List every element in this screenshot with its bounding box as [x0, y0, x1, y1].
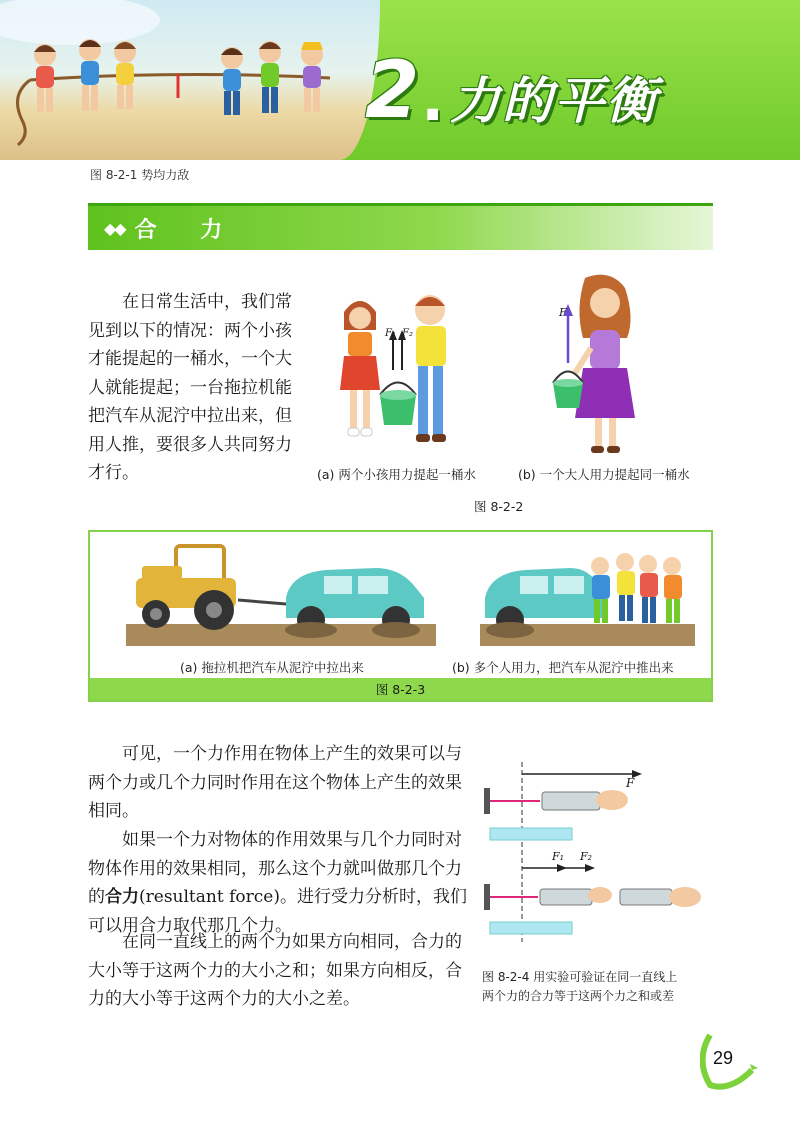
- chapter-title-text: 力的平衡: [450, 72, 659, 130]
- tug-of-war-drawing: [0, 0, 380, 160]
- chapter-number: 2: [365, 46, 420, 136]
- section-title: 合 力: [134, 217, 241, 243]
- figure-823a-caption: (a) 拖拉机把汽车从泥泞中拉出来: [180, 660, 364, 675]
- label-f-top: F: [626, 776, 635, 790]
- diamond-icon: ◆◆: [104, 218, 125, 238]
- two-kids-bucket-drawing: [330, 270, 480, 460]
- figure-823-box: [88, 530, 713, 702]
- figure-823b-illustration: [480, 538, 695, 646]
- label-f: F: [559, 306, 567, 319]
- chapter-dot: .: [421, 65, 445, 135]
- figure-822-caption: 图 8-2-2: [474, 499, 524, 514]
- figure-823-caption-bar: [90, 678, 711, 700]
- figure-821-caption: 图 8-2-1 势均力敌: [90, 168, 190, 182]
- spring-scale-experiment-drawing: [480, 762, 720, 947]
- people-push-car-drawing: [480, 538, 695, 646]
- label-f1: F₁: [385, 328, 396, 339]
- adult-bucket-drawing: [535, 268, 655, 463]
- figure-823b-caption: (b) 多个人用力，把汽车从泥泞中推出来: [452, 660, 674, 675]
- section-heading-bar: [88, 203, 713, 250]
- figure-824-illustration: [480, 762, 720, 947]
- label-f2-bottom: F₂: [580, 850, 593, 863]
- figure-822a-illustration: [330, 270, 480, 460]
- figure-824-caption-line1: 图 8-2-4 用实验可验证在同一直线上: [482, 970, 678, 984]
- body-paragraph-1: 可见，一个力作用在物体上产生的效果可以与两个力或几个力同时作用在这个物体上产生的效果相同。: [88, 744, 462, 821]
- figure-823-caption: 图 8-2-3: [375, 682, 426, 697]
- figure-822b-illustration: [535, 268, 655, 463]
- body-paragraph-2-before: 如果一个力对物体的作用效果与几个力同时对物体作用的效果相同，那么这个力就叫做那几个力的: [88, 830, 462, 907]
- label-f2: F₂: [402, 328, 413, 339]
- figure-823a-illustration: [126, 538, 436, 646]
- figure-824-caption-line2: 两个力的合力等于这两个力之和或差: [482, 989, 675, 1003]
- chapter-title: [365, 40, 659, 136]
- tug-of-war-illustration: [0, 0, 380, 160]
- body-paragraph-3: 在同一直线上的两个力如果方向相同，合力的大小等于这两个力的大小之和；如果方向相反，合力的大小等于这两个力的大小之差。: [88, 932, 462, 1009]
- body-paragraph-2-after: (resultant force)。进行受力分析时，我们可以用合力取代那几个力。: [88, 887, 467, 936]
- resultant-force-term: 合力: [105, 887, 139, 907]
- page-number: 29: [713, 1048, 734, 1068]
- figure-822a-caption: (a) 两个小孩用力提起一桶水: [317, 467, 476, 482]
- body-paragraph-2: [88, 826, 468, 940]
- tractor-car-drawing: [126, 538, 436, 646]
- figure-822b-caption: (b) 一个大人用力提起同一桶水: [518, 467, 690, 482]
- label-f1-bottom: F₁: [552, 850, 565, 863]
- intro-paragraph: 在日常生活中，我们常见到以下的情况：两个小孩才能提起的一桶水，一个大人就能提起；一台拖拉机能把汽车从泥泞中拉出来，但用人推，要很多人共同努力才行。: [88, 292, 292, 483]
